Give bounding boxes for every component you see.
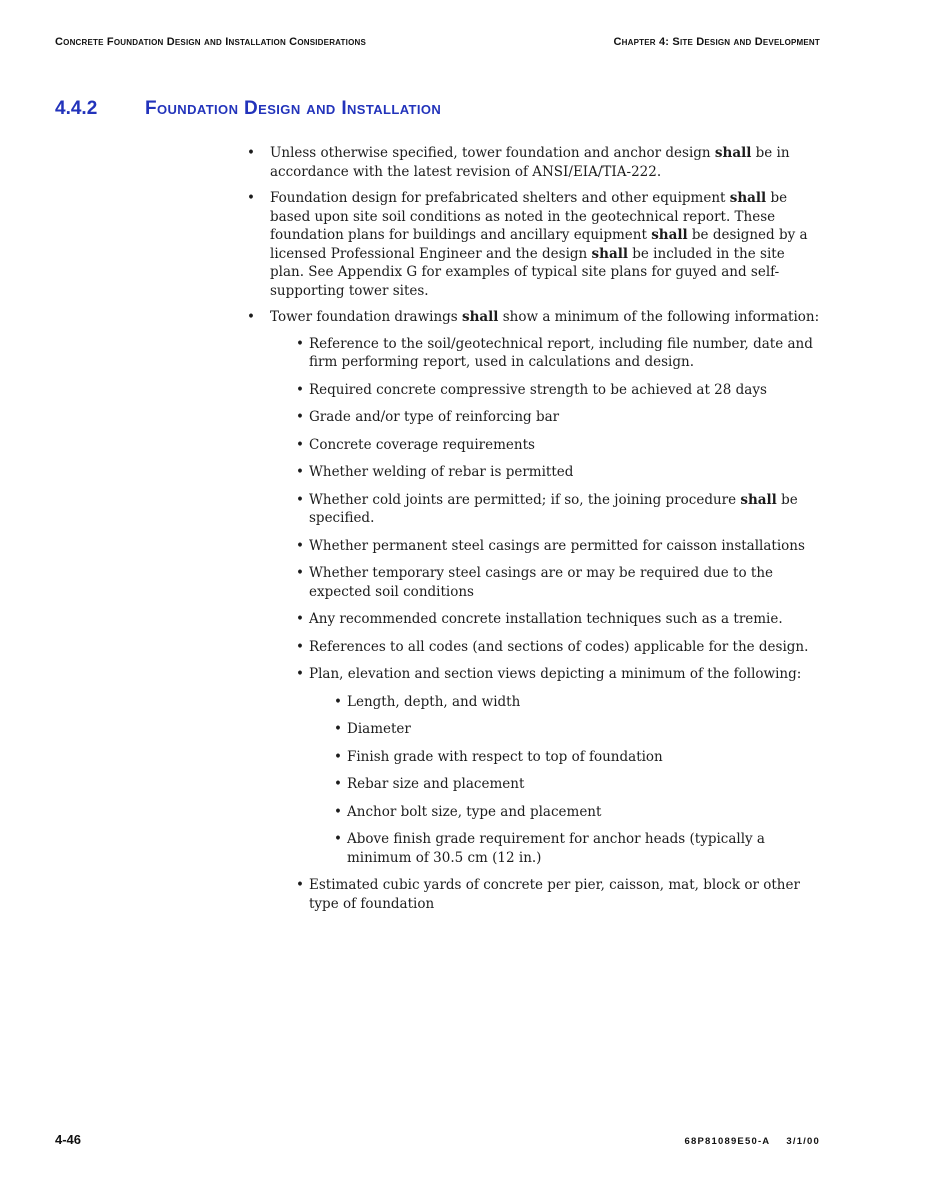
bullet-text: Plan, elevation and section views depicting a minimum of the following: xyxy=(309,666,802,682)
doc-date: 3/1/00 xyxy=(786,1136,820,1147)
bullet-text: Tower foundation drawings shall show a minimum of the following information: xyxy=(270,309,820,325)
bullet-item xyxy=(55,335,820,372)
bullet-marker: • xyxy=(296,491,304,508)
page-footer xyxy=(55,1132,820,1147)
bullet-marker: • xyxy=(296,381,304,398)
doc-number: 68P81089E50-A xyxy=(684,1136,771,1147)
bullet-marker: • xyxy=(334,721,342,737)
bullet-marker: • xyxy=(334,693,342,710)
bullet-item xyxy=(55,408,820,427)
bullet-item xyxy=(55,638,820,657)
bullet-item xyxy=(55,775,820,794)
bullet-item xyxy=(55,381,820,400)
bullet-text: Anchor bolt size, type and placement xyxy=(347,803,602,820)
bullet-marker: • xyxy=(334,776,342,792)
bullet-marker: • xyxy=(296,409,304,425)
section-heading xyxy=(55,98,820,120)
bullet-text: Above finish grade requirement for anchor heads (typically a minimum of 30.5 cm (12 in.) xyxy=(347,831,765,866)
bullet-marker: • xyxy=(296,565,304,581)
bullet-item xyxy=(55,564,820,601)
bullet-text: Whether welding of rebar is permitted xyxy=(309,464,574,480)
bullet-marker: • xyxy=(296,638,304,655)
bullet-item xyxy=(55,144,820,181)
bullet-item xyxy=(55,463,820,482)
bullet-text: Whether cold joints are permitted; if so, the joining procedure shall be specified. xyxy=(309,491,798,526)
bullet-item xyxy=(55,693,820,712)
bullet-text: Grade and/or type of reinforcing bar xyxy=(309,409,560,425)
section-title: Foundation Design and Installation xyxy=(145,98,442,119)
section-number: 4.4.2 xyxy=(55,98,98,119)
bullet-marker: • xyxy=(296,611,304,627)
bullet-text: Whether temporary steel casings are or may be required due to the expected soil conditions xyxy=(309,565,774,600)
bullet-marker: • xyxy=(296,335,304,352)
bullet-text: Finish grade with respect to top of foundation xyxy=(347,748,663,765)
running-head-right: Chapter 4: Site Design and Development xyxy=(613,36,820,48)
bullet-item xyxy=(55,491,820,528)
bullet-text: Whether permanent steel casings are permitted for caisson installations xyxy=(309,537,805,554)
bullet-item xyxy=(55,803,820,822)
bullet-text: Length, depth, and width xyxy=(347,693,521,710)
bullet-marker: • xyxy=(247,190,255,206)
bullet-text: Any recommended concrete installation techniques such as a tremie. xyxy=(309,611,783,627)
bullet-item xyxy=(55,537,820,556)
page-number: 4-46 xyxy=(55,1132,82,1147)
bullet-text: Estimated cubic yards of concrete per pier, caisson, mat, block or other type of foundation xyxy=(309,877,800,912)
doc-id-block xyxy=(685,1136,820,1147)
bullet-text: Unless otherwise specified, tower foundation and anchor design shall be in accordance with the latest revision of ANSI/EIA/TIA-222. xyxy=(270,145,790,180)
bullet-text: References to all codes (and sections of codes) applicable for the design. xyxy=(309,638,809,655)
bullet-item xyxy=(55,876,820,913)
bullet-marker: • xyxy=(296,666,304,682)
bullet-item xyxy=(55,610,820,629)
bullet-marker: • xyxy=(296,464,304,480)
bullet-text: Rebar size and placement xyxy=(347,776,525,792)
bullet-item xyxy=(55,436,820,455)
bullet-marker: • xyxy=(334,748,342,765)
bullet-item xyxy=(55,665,820,684)
page-header xyxy=(55,36,820,48)
bullet-item xyxy=(55,720,820,739)
bullet-marker: • xyxy=(296,436,304,453)
bullet-text: Concrete coverage requirements xyxy=(309,436,535,453)
bullet-text: Foundation design for prefabricated shelters and other equipment shall be based upon site soil conditions as noted in the geotechnical report. These foundation plans for buildings and ancillary equipment shall be designed by a licensed Professional Engineer and the design shall be included in the site plan. See Appendix G for examples of typical site plans for guyed and self-supporting tower sites. xyxy=(270,190,808,299)
bullet-marker: • xyxy=(296,537,304,554)
bullet-marker: • xyxy=(296,877,304,893)
running-head-left: Concrete Foundation Design and Installation Considerations xyxy=(55,36,367,48)
bullet-text: Required concrete compressive strength to be achieved at 28 days xyxy=(309,381,767,398)
bullet-item xyxy=(55,748,820,767)
bullet-text: Reference to the soil/geotechnical report, including file number, date and firm performing report, used in calculations and design. xyxy=(309,335,813,370)
bullet-marker: • xyxy=(247,145,255,161)
bullet-marker: • xyxy=(334,803,342,820)
bullet-marker: • xyxy=(247,309,255,325)
bullet-item xyxy=(55,830,820,867)
bullet-text: Diameter xyxy=(347,721,411,737)
bullet-item xyxy=(55,308,820,327)
bullet-item xyxy=(55,189,820,300)
bullet-list xyxy=(55,144,820,913)
bullet-marker: • xyxy=(334,831,342,847)
